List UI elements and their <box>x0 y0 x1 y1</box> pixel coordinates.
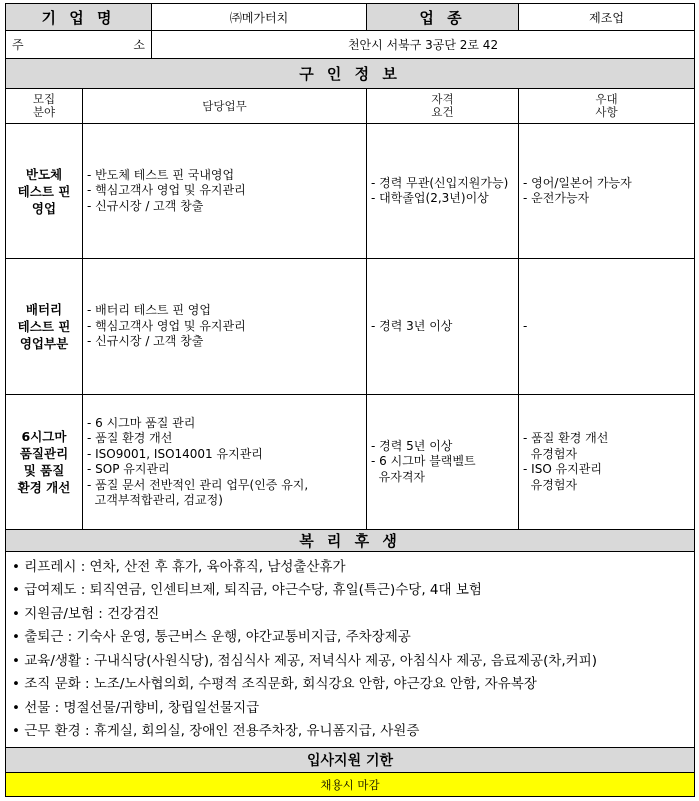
job-preferences: - 품질 환경 개선 유경험자 - ISO 유지관리 유경험자 <box>519 395 695 530</box>
header-requirements: 자격 요건 <box>367 89 519 124</box>
deadline-section-row <box>6 748 695 773</box>
deadline-section-title: 입사지원 기한 <box>6 748 695 773</box>
job-field: 배터리 테스트 핀 영업부분 <box>6 259 83 395</box>
job-row <box>6 124 695 259</box>
welfare-section-row <box>6 530 695 552</box>
job-row <box>6 395 695 530</box>
job-field: 6시그마 품질관리 및 품질 환경 개선 <box>6 395 83 530</box>
address-value: 천안시 서북구 3공단 2로 42 <box>152 31 695 59</box>
industry-value: 제조업 <box>519 4 695 31</box>
job-requirements: - 경력 5년 이상 - 6 시그마 블랙벨트 유자격자 <box>367 395 519 530</box>
job-preferences: - 영어/일본어 가능자 - 운전가능자 <box>519 124 695 259</box>
header-preferences: 우대 사항 <box>519 89 695 124</box>
job-field: 반도체 테스트 핀 영업 <box>6 124 83 259</box>
address-label <box>6 31 152 59</box>
industry-label: 업 종 <box>367 4 519 31</box>
deadline-row <box>6 773 695 797</box>
welfare-list <box>6 552 695 748</box>
company-name-value: ㈜메가터치 <box>152 4 367 31</box>
job-requirements: - 경력 무관(신입지원가능) - 대학졸업(2,3년)이상 <box>367 124 519 259</box>
welfare-item: • 조직 문화 : 노조/노사협의회, 수평적 조직문화, 회식강요 안함, 야근강요 안함, 자유복장 <box>12 676 537 692</box>
company-name-label: 기 업 명 <box>6 4 152 31</box>
welfare-item: • 근무 환경 : 휴게실, 회의실, 장애인 전용주차장, 유니폼지급, 사원증 <box>12 723 420 739</box>
jobs-section-row <box>6 59 695 89</box>
address-label-right: 소 <box>133 38 146 52</box>
job-duties: - 반도체 테스트 핀 국내영업 - 핵심고객사 영업 및 유지관리 - 신규시장 / 고객 창출 <box>83 124 367 259</box>
welfare-row <box>6 552 695 748</box>
welfare-item: • 출퇴근 : 기숙사 운영, 통근버스 운행, 야간교통비지급, 주차장제공 <box>12 629 411 645</box>
welfare-section-title: 복 리 후 생 <box>6 530 695 552</box>
job-duties: - 배터리 테스트 핀 영업 - 핵심고객사 영업 및 유지관리 - 신규시장 / 고객 창출 <box>83 259 367 395</box>
address-label-left: 주 <box>12 38 24 52</box>
welfare-item: • 리프레시 : 연차, 산전 후 휴가, 육아휴직, 남성출산휴가 <box>12 558 346 575</box>
job-posting-table <box>5 3 695 797</box>
job-requirements: - 경력 3년 이상 <box>367 259 519 395</box>
welfare-item: • 교육/생활 : 구내식당(사원식당), 점심식사 제공, 저녁식사 제공, 아침식사 제공, 음료제공(차,커피) <box>12 652 598 669</box>
job-posting-sheet <box>5 3 694 798</box>
welfare-item: • 선물 : 명절선물/귀향비, 창립일선물지급 <box>12 699 260 716</box>
welfare-item: • 급여제도 : 퇴직연금, 인센티브제, 퇴직금, 야근수당, 휴일(특근)수당, 4대 보험 <box>12 582 482 598</box>
job-duties: - 6 시그마 품질 관리 - 품질 환경 개선 - ISO9001, ISO14001 유지관리 - SOP 유지관리 - 품질 문서 전반적인 관리 업무(인증 유지, 고객부적합관리, 검교정) <box>83 395 367 530</box>
job-row <box>6 259 695 395</box>
jobs-section-title: 구 인 정 보 <box>6 59 695 89</box>
header-field: 모집 분야 <box>6 89 83 124</box>
address-row <box>6 31 695 59</box>
welfare-item: • 지원금/보험 : 건강검진 <box>12 605 160 622</box>
job-preferences: - <box>519 259 695 395</box>
jobs-header-row <box>6 89 695 124</box>
company-row <box>6 4 695 31</box>
header-duties: 담당업무 <box>83 89 367 124</box>
deadline-value: 채용시 마감 <box>6 773 695 797</box>
